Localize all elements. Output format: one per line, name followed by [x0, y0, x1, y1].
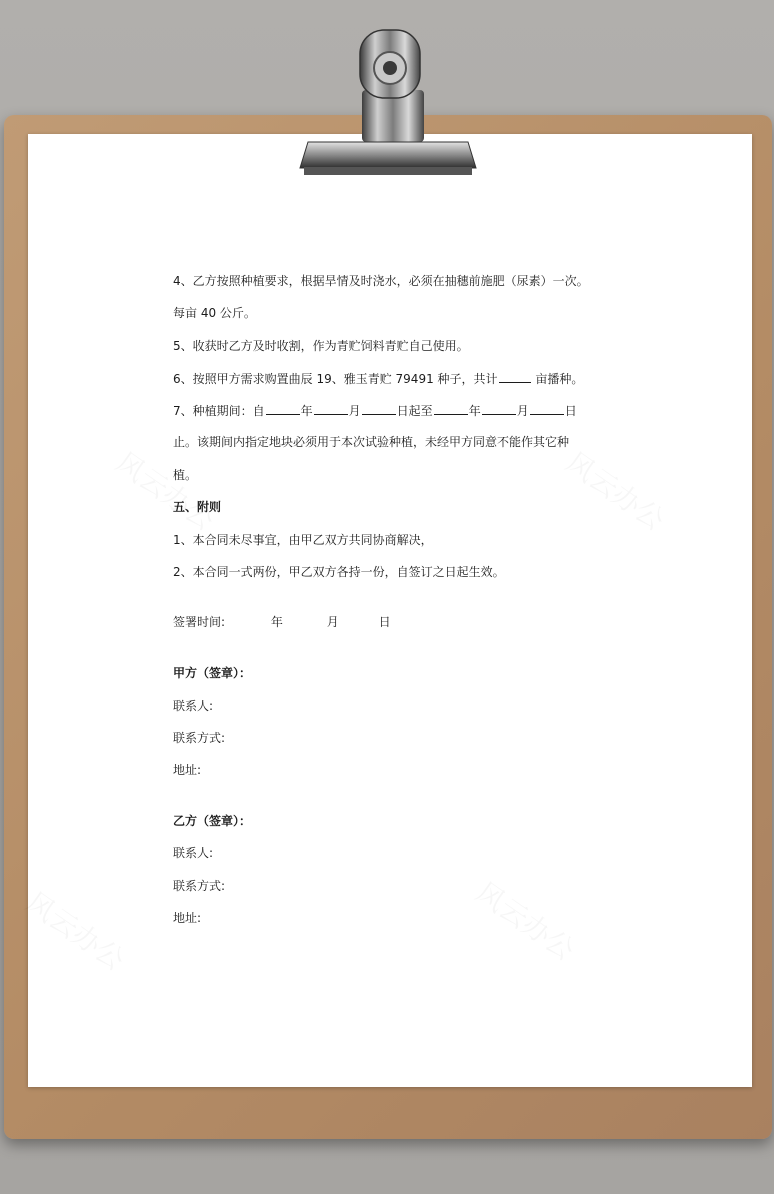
- party-a-address: 地址:: [173, 763, 202, 777]
- signing-year: 年: [270, 615, 283, 629]
- clause-7-line: [173, 403, 577, 418]
- blank-underline: [499, 371, 531, 383]
- clause-7-mid: 日起至: [396, 404, 433, 418]
- blank-underline: [266, 403, 300, 415]
- appendix-1: 1、本合同未尽事宜，由甲乙双方共同协商解决，: [173, 533, 433, 547]
- section-5-title: 五、附则: [173, 500, 222, 514]
- blank-underline: [362, 403, 396, 415]
- party-a-contact-method: 联系方式:: [173, 731, 226, 745]
- clause-7-end: 日: [564, 404, 577, 418]
- clause-7-month-2: 月: [516, 404, 529, 418]
- signing-date-label: 签署时间:: [173, 615, 226, 629]
- clause-7-year-1: 年: [300, 404, 313, 418]
- clause-7-year-2: 年: [468, 404, 481, 418]
- party-b-address: 地址:: [173, 911, 202, 925]
- clause-6-line: [173, 371, 583, 386]
- party-a-title: 甲方（签章）：: [173, 666, 252, 680]
- blank-underline: [482, 403, 516, 415]
- party-a-contact: 联系人:: [173, 699, 214, 713]
- blank-underline: [434, 403, 468, 415]
- clause-7-continuation: 止。该期间内指定地块必须用于本次试验种植，未经甲方同意不能作其它种: [173, 435, 570, 449]
- party-b-contact-method: 联系方式:: [173, 879, 226, 893]
- binder-clip-icon: [290, 22, 486, 182]
- clause-6-tail: 亩播种。: [535, 372, 584, 386]
- appendix-2: 2、本合同一式两份，甲乙双方各持一份，自签订之日起生效。: [173, 565, 505, 579]
- clause-6-text: 6、按照甲方需求购置曲辰 19、雅玉青贮 79491 种子，共计: [173, 372, 498, 386]
- clause-5-line: 5、收获时乙方及时收割，作为青贮饲料青贮自己使用。: [173, 339, 469, 353]
- blank-underline: [314, 403, 348, 415]
- clause-7-month-1: 月: [348, 404, 361, 418]
- signing-day: 日: [378, 615, 391, 629]
- clause-4-continuation: 每亩 40 公斤。: [173, 306, 256, 320]
- clause-7-label: 7、种植期间：自: [173, 404, 265, 418]
- blank-underline: [530, 403, 564, 415]
- party-b-contact: 联系人:: [173, 846, 214, 860]
- clause-7-end-line: 植。: [173, 468, 198, 482]
- signing-month: 月: [326, 615, 339, 629]
- clause-4-line: 4、乙方按照种植要求，根据旱情及时浇水，必须在抽穗前施肥（尿素）一次。: [173, 274, 589, 288]
- party-b-title: 乙方（签章）：: [173, 814, 252, 828]
- signing-date-row: [173, 615, 391, 629]
